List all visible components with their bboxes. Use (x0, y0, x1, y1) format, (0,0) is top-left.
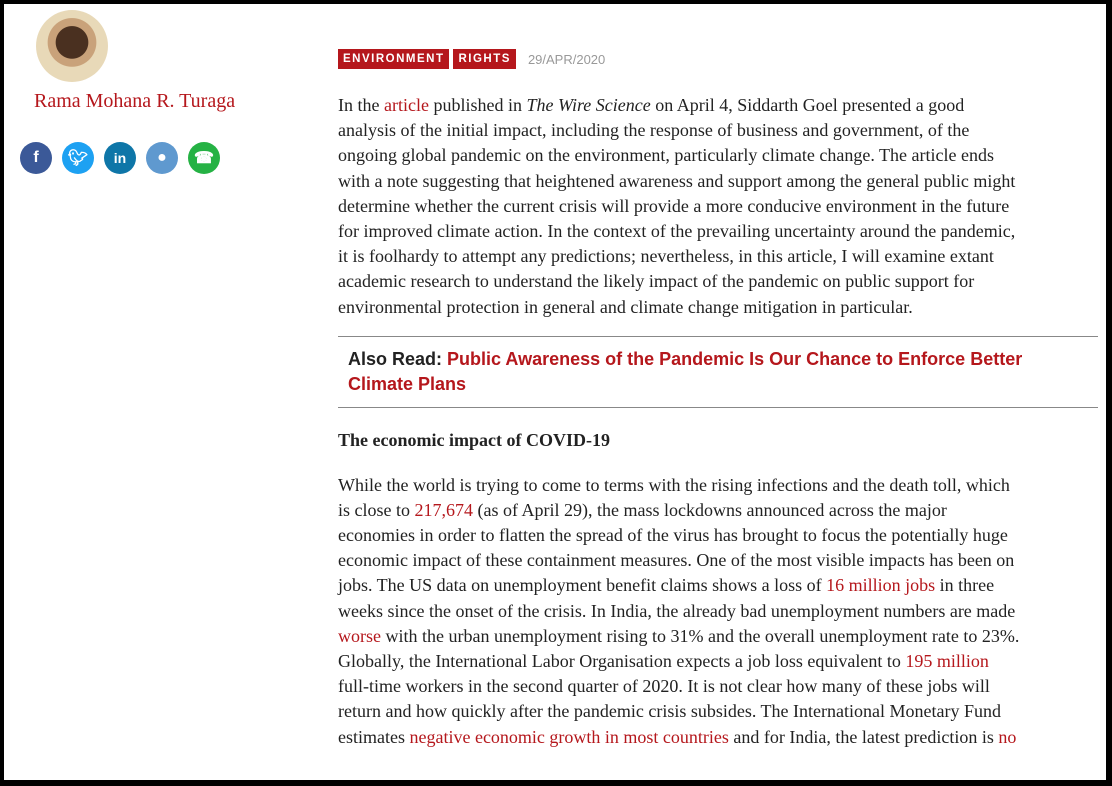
publish-date: 29/APR/2020 (527, 51, 606, 67)
text-segment: in three (935, 575, 995, 596)
text-segment: estimates (338, 726, 410, 747)
text-segment: jobs. The US data on unemployment benefit claims shows a loss of (338, 575, 827, 596)
text-line (338, 93, 1098, 118)
text-line (338, 473, 1098, 498)
text-segment: The Wire Science (526, 95, 651, 115)
facebook-icon[interactable]: f (20, 142, 52, 174)
text-line (338, 219, 1098, 244)
text-segment: Globally, the International Labor Organisation expects a job loss equivalent to (338, 651, 906, 671)
text-line (338, 523, 1098, 548)
text-segment: and for India, the latest prediction is (728, 726, 999, 747)
text-line (338, 118, 1098, 143)
also-read-link[interactable]: Public Awareness of the Pandemic Is Our Chance to Enforce Better Climate Plans (348, 348, 1023, 394)
text-segment: with the urban unemployment rising to 31% and the overall unemployment rate to 23%. (381, 625, 1020, 646)
text-segment: (as of April 29), the mass lockdowns announced across the major (473, 499, 947, 520)
whatsapp-icon[interactable]: ☎ (188, 142, 220, 174)
section-heading: The economic impact of COVID-19 (338, 429, 610, 450)
inline-link[interactable]: 217,674 (414, 499, 473, 520)
text-segment: In the (338, 95, 384, 115)
inline-link[interactable]: 16 million jobs (826, 575, 936, 596)
text-segment: is close to (338, 499, 415, 520)
text-segment: While the world is trying to come to terms with the rising infections and the death toll, which (338, 474, 1010, 495)
text-line (338, 624, 1098, 649)
article-meta (338, 49, 605, 69)
inline-link[interactable]: worse (338, 625, 381, 646)
text-line (338, 295, 1098, 320)
text-segment: determine whether the current crisis will provide a more conducive environment in the future (338, 195, 1010, 216)
text-segment: for improved climate action. In the context of the prevailing uncertainty around the pandemic, (338, 220, 1016, 241)
text-line (338, 244, 1098, 269)
inline-link[interactable]: no (998, 726, 1017, 747)
text-segment: weeks since the onset of the crisis. In India, the already bad unemployment numbers are made (338, 600, 1016, 621)
economic-impact-paragraph (338, 473, 1098, 750)
text-segment: it is foolhardy to attempt any predictions; nevertheless, in this article, I will examine extant (338, 246, 994, 267)
text-segment: with a note suggesting that heightened awareness and support among the general public might (338, 170, 1016, 191)
author-name[interactable]: Rama Mohana R. Turaga (34, 90, 236, 112)
share-buttons (20, 142, 220, 174)
text-segment: on April 4, Siddarth Goel presented a good (650, 95, 965, 115)
also-read-box (338, 336, 1098, 408)
text-segment: published in (428, 95, 527, 115)
text-segment: environmental protection in general and climate change mitigation in particular. (338, 296, 913, 317)
text-line (338, 649, 1098, 674)
text-segment: academic research to understand the likely impact of the pandemic on public support for (338, 271, 975, 292)
text-line (338, 674, 1098, 699)
text-line (338, 194, 1098, 219)
text-segment: analysis of the initial impact, including the response of business and government, of the (338, 120, 970, 141)
reddit-icon[interactable]: ● (146, 142, 178, 174)
text-line (338, 548, 1098, 573)
text-segment: ongoing global pandemic on the environment, particularly climate change. The article ends (338, 145, 994, 166)
text-line (338, 269, 1098, 294)
tag-environment[interactable]: ENVIRONMENT (338, 49, 449, 69)
article-page (4, 4, 1106, 780)
text-segment: economies in order to flatten the spread of the virus has brought to focus the potentially huge (338, 525, 1008, 546)
author-avatar[interactable] (36, 10, 108, 82)
text-segment: economic impact of these containment measures. One of the most visible impacts has been on (338, 550, 1015, 571)
inline-link[interactable]: 195 million (905, 651, 989, 671)
linkedin-icon[interactable]: in (104, 142, 136, 174)
inline-link[interactable]: article (383, 95, 429, 115)
text-line (338, 725, 1098, 750)
text-line (338, 599, 1098, 624)
twitter-icon[interactable]: 🐦︎ (62, 142, 94, 174)
text-line (338, 699, 1098, 724)
text-line (338, 169, 1098, 194)
tag-rights[interactable]: RIGHTS (453, 49, 515, 69)
intro-paragraph (338, 93, 1098, 320)
text-line (338, 498, 1098, 523)
text-segment: full-time workers in the second quarter of 2020. It is not clear how many of these jobs will (338, 676, 990, 697)
article-body (338, 93, 1098, 750)
text-line (338, 573, 1098, 598)
text-segment: return and how quickly after the pandemic crisis subsides. The International Monetary Fund (338, 701, 1001, 722)
text-line (338, 143, 1098, 168)
also-read-label: Also Read: (348, 348, 443, 369)
inline-link[interactable]: negative economic growth in most countries (409, 726, 729, 747)
